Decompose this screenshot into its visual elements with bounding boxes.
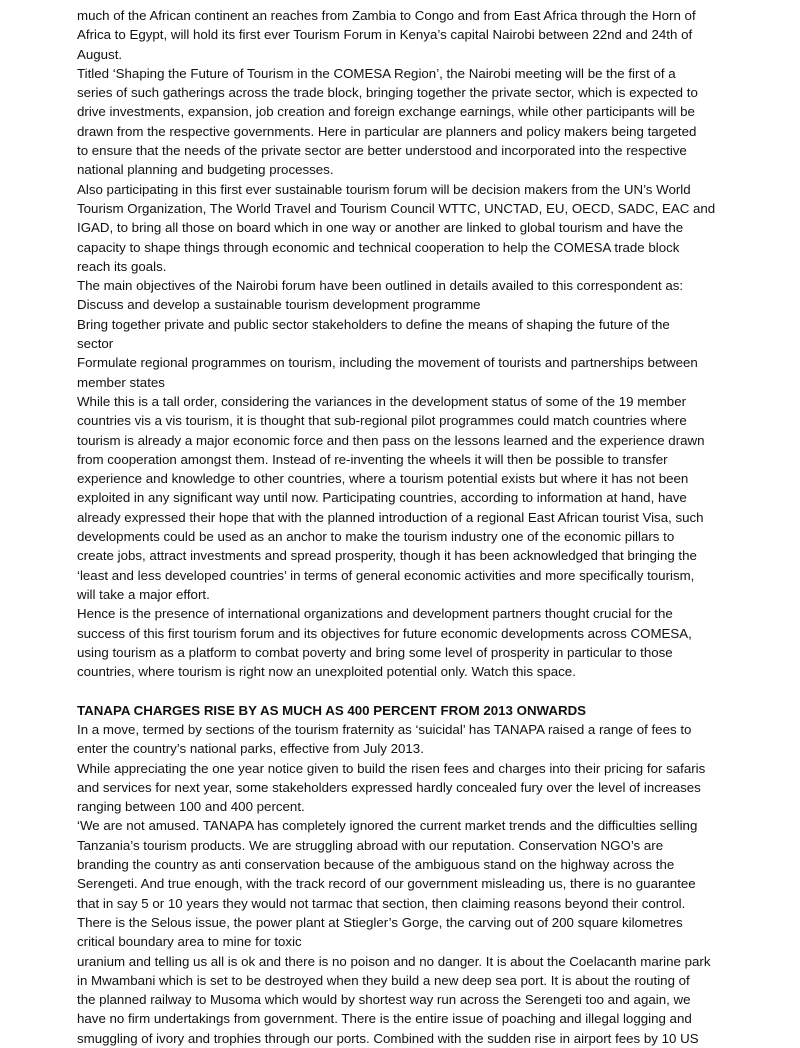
text-line: much of the African continent an reaches from Zambia to Congo and from East Africa through the Horn of <box>77 8 696 23</box>
text-line: smuggling of ivory and trophies through our ports. Combined with the sudden rise in airport fees by 10 US <box>77 1030 699 1046</box>
text-line: Discuss and develop a sustainable tourism development programme <box>77 297 481 313</box>
text-line: success of this first tourism forum and its objectives for future economic developments across COMESA, <box>77 625 692 641</box>
text-line: While appreciating the one year notice given to build the risen fees and charges into their pricing for safaris <box>77 760 706 776</box>
text-line: Formulate regional programmes on tourism, including the movement of tourists and partnerships between <box>77 355 698 371</box>
text-line: IGAD, to bring all those on board which in one way or another are linked to global tourism and have the <box>77 220 684 236</box>
text-line: and services for next year, some stakeholders expressed hardly concealed fury over the level of increases <box>77 779 701 795</box>
text-line: experience and knowledge to other countries, where a tourism potential exists but where it has not been <box>77 471 689 487</box>
text-line: Africa to Egypt, will hold its first ever Tourism Forum in Kenya’s capital Nairobi between 22nd and 24th of <box>77 27 693 43</box>
text-line: While this is a tall order, considering the variances in the development status of some of the 19 member <box>77 393 687 409</box>
text-line: There is the Selous issue, the power plant at Stiegler’s Gorge, the carving out of 200 square kilometres <box>77 914 683 930</box>
text-line: uranium and telling us all is ok and there is no poison and no danger. It is about the Coelacanth marine park <box>77 953 711 969</box>
text-line: series of such gatherings across the trade block, bringing together the private sector, which is expected to <box>77 85 698 101</box>
article-tanapa <box>77 701 737 1048</box>
text-line: have no firm undertakings from government. There is the entire issue of poaching and illegal logging and <box>77 1011 692 1027</box>
text-line: ranging between 100 and 400 percent. <box>77 799 305 815</box>
article-body-comesa <box>77 6 737 681</box>
text-line: national planning and budgeting processes. <box>77 162 334 178</box>
text-line: The main objectives of the Nairobi forum have been outlined in details availed to this correspondent as: <box>77 278 684 294</box>
text-line: countries, where tourism is right now an unexploited potential only. Watch this space. <box>77 664 576 680</box>
text-line: create jobs, attract investments and spread prosperity, though it has been acknowledged that bringing the <box>77 548 697 564</box>
text-line: the planned railway to Musoma which would by shortest way run across the Serengeti too and again, we <box>77 992 691 1008</box>
text-line: using tourism as a platform to combat poverty and bring some level of prosperity in particular to those <box>77 644 673 660</box>
text-line: drive investments, expansion, job creation and foreign exchange earnings, while other participants will be <box>77 104 695 120</box>
text-line: in Mwambani which is set to be destroyed when they build a new deep sea port. It is about the routing of <box>77 972 690 988</box>
text-line: exploited in any significant way until now. Participating countries, according to information at hand, have <box>77 490 687 506</box>
text-line: Also participating in this first ever sustainable tourism forum will be decision makers from the UN’s World <box>77 181 691 197</box>
text-line: sector <box>77 336 114 352</box>
text-line: member states <box>77 374 165 390</box>
paragraph-gap <box>77 681 737 700</box>
text-line: capacity to shape things through economic and technical cooperation to help the COMESA trade block <box>77 239 680 255</box>
text-line: countries vis a vis tourism, it is thought that sub-regional pilot programmes could match countries where <box>77 413 687 429</box>
text-line: August. <box>77 46 123 62</box>
text-line: from cooperation amongst them. Instead of re-inventing the wheels it will then be possible to transfer <box>77 451 668 467</box>
text-line: ‘least and less developed countries’ in terms of general economic activities and more specifically tourism, <box>77 567 695 583</box>
text-line: Bring together private and public sector stakeholders to define the means of shaping the future of the <box>77 316 670 332</box>
text-line: tourism is already a major economic force and then pass on the lessons learned and the experience drawn <box>77 432 705 448</box>
text-line: enter the country’s national parks, effective from July 2013. <box>77 741 424 757</box>
document-page <box>77 6 737 1048</box>
text-line: Titled ‘Shaping the Future of Tourism in the COMESA Region’, the Nairobi meeting will be the first of a <box>77 65 676 81</box>
article-heading: TANAPA CHARGES RISE BY AS MUCH AS 400 PERCENT FROM 2013 ONWARDS <box>77 702 587 718</box>
text-line: drawn from the respective governments. Here in particular are planners and policy makers being targeted <box>77 123 697 139</box>
text-line: ‘We are not amused. TANAPA has completely ignored the current market trends and the difficulties selling <box>77 818 698 834</box>
text-line: to ensure that the needs of the private sector are better understood and incorporated into the respective <box>77 143 687 159</box>
text-line: already expressed their hope that with the planned introduction of a regional East African tourist Visa, such <box>77 509 704 525</box>
text-line: critical boundary area to mine for toxic <box>77 934 302 950</box>
text-line: will take a major effort. <box>77 586 210 602</box>
text-line: Hence is the presence of international organizations and development partners thought crucial for the <box>77 606 673 622</box>
text-line: In a move, termed by sections of the tourism fraternity as ‘suicidal’ has TANAPA raised a range of fees to <box>77 721 692 737</box>
text-line: Tanzania’s tourism products. We are struggling abroad with our reputation. Conservation NGO’s are <box>77 837 664 853</box>
text-line: Tourism Organization, The World Travel and Tourism Council WTTC, UNCTAD, EU, OECD, SADC, EAC and <box>77 200 716 216</box>
text-line: Serengeti. And true enough, with the track record of our government misleading us, there is no guarantee <box>77 876 696 892</box>
text-line: that in say 5 or 10 years they would not tarmac that section, then claiming reasons beyond their control. <box>77 895 686 911</box>
text-line: branding the country as anti conservation because of the ambiguous stand on the highway across the <box>77 857 675 873</box>
text-line: developments could be used as an anchor to make the tourism industry one of the economic pillars to <box>77 529 675 545</box>
text-line: reach its goals. <box>77 258 167 274</box>
